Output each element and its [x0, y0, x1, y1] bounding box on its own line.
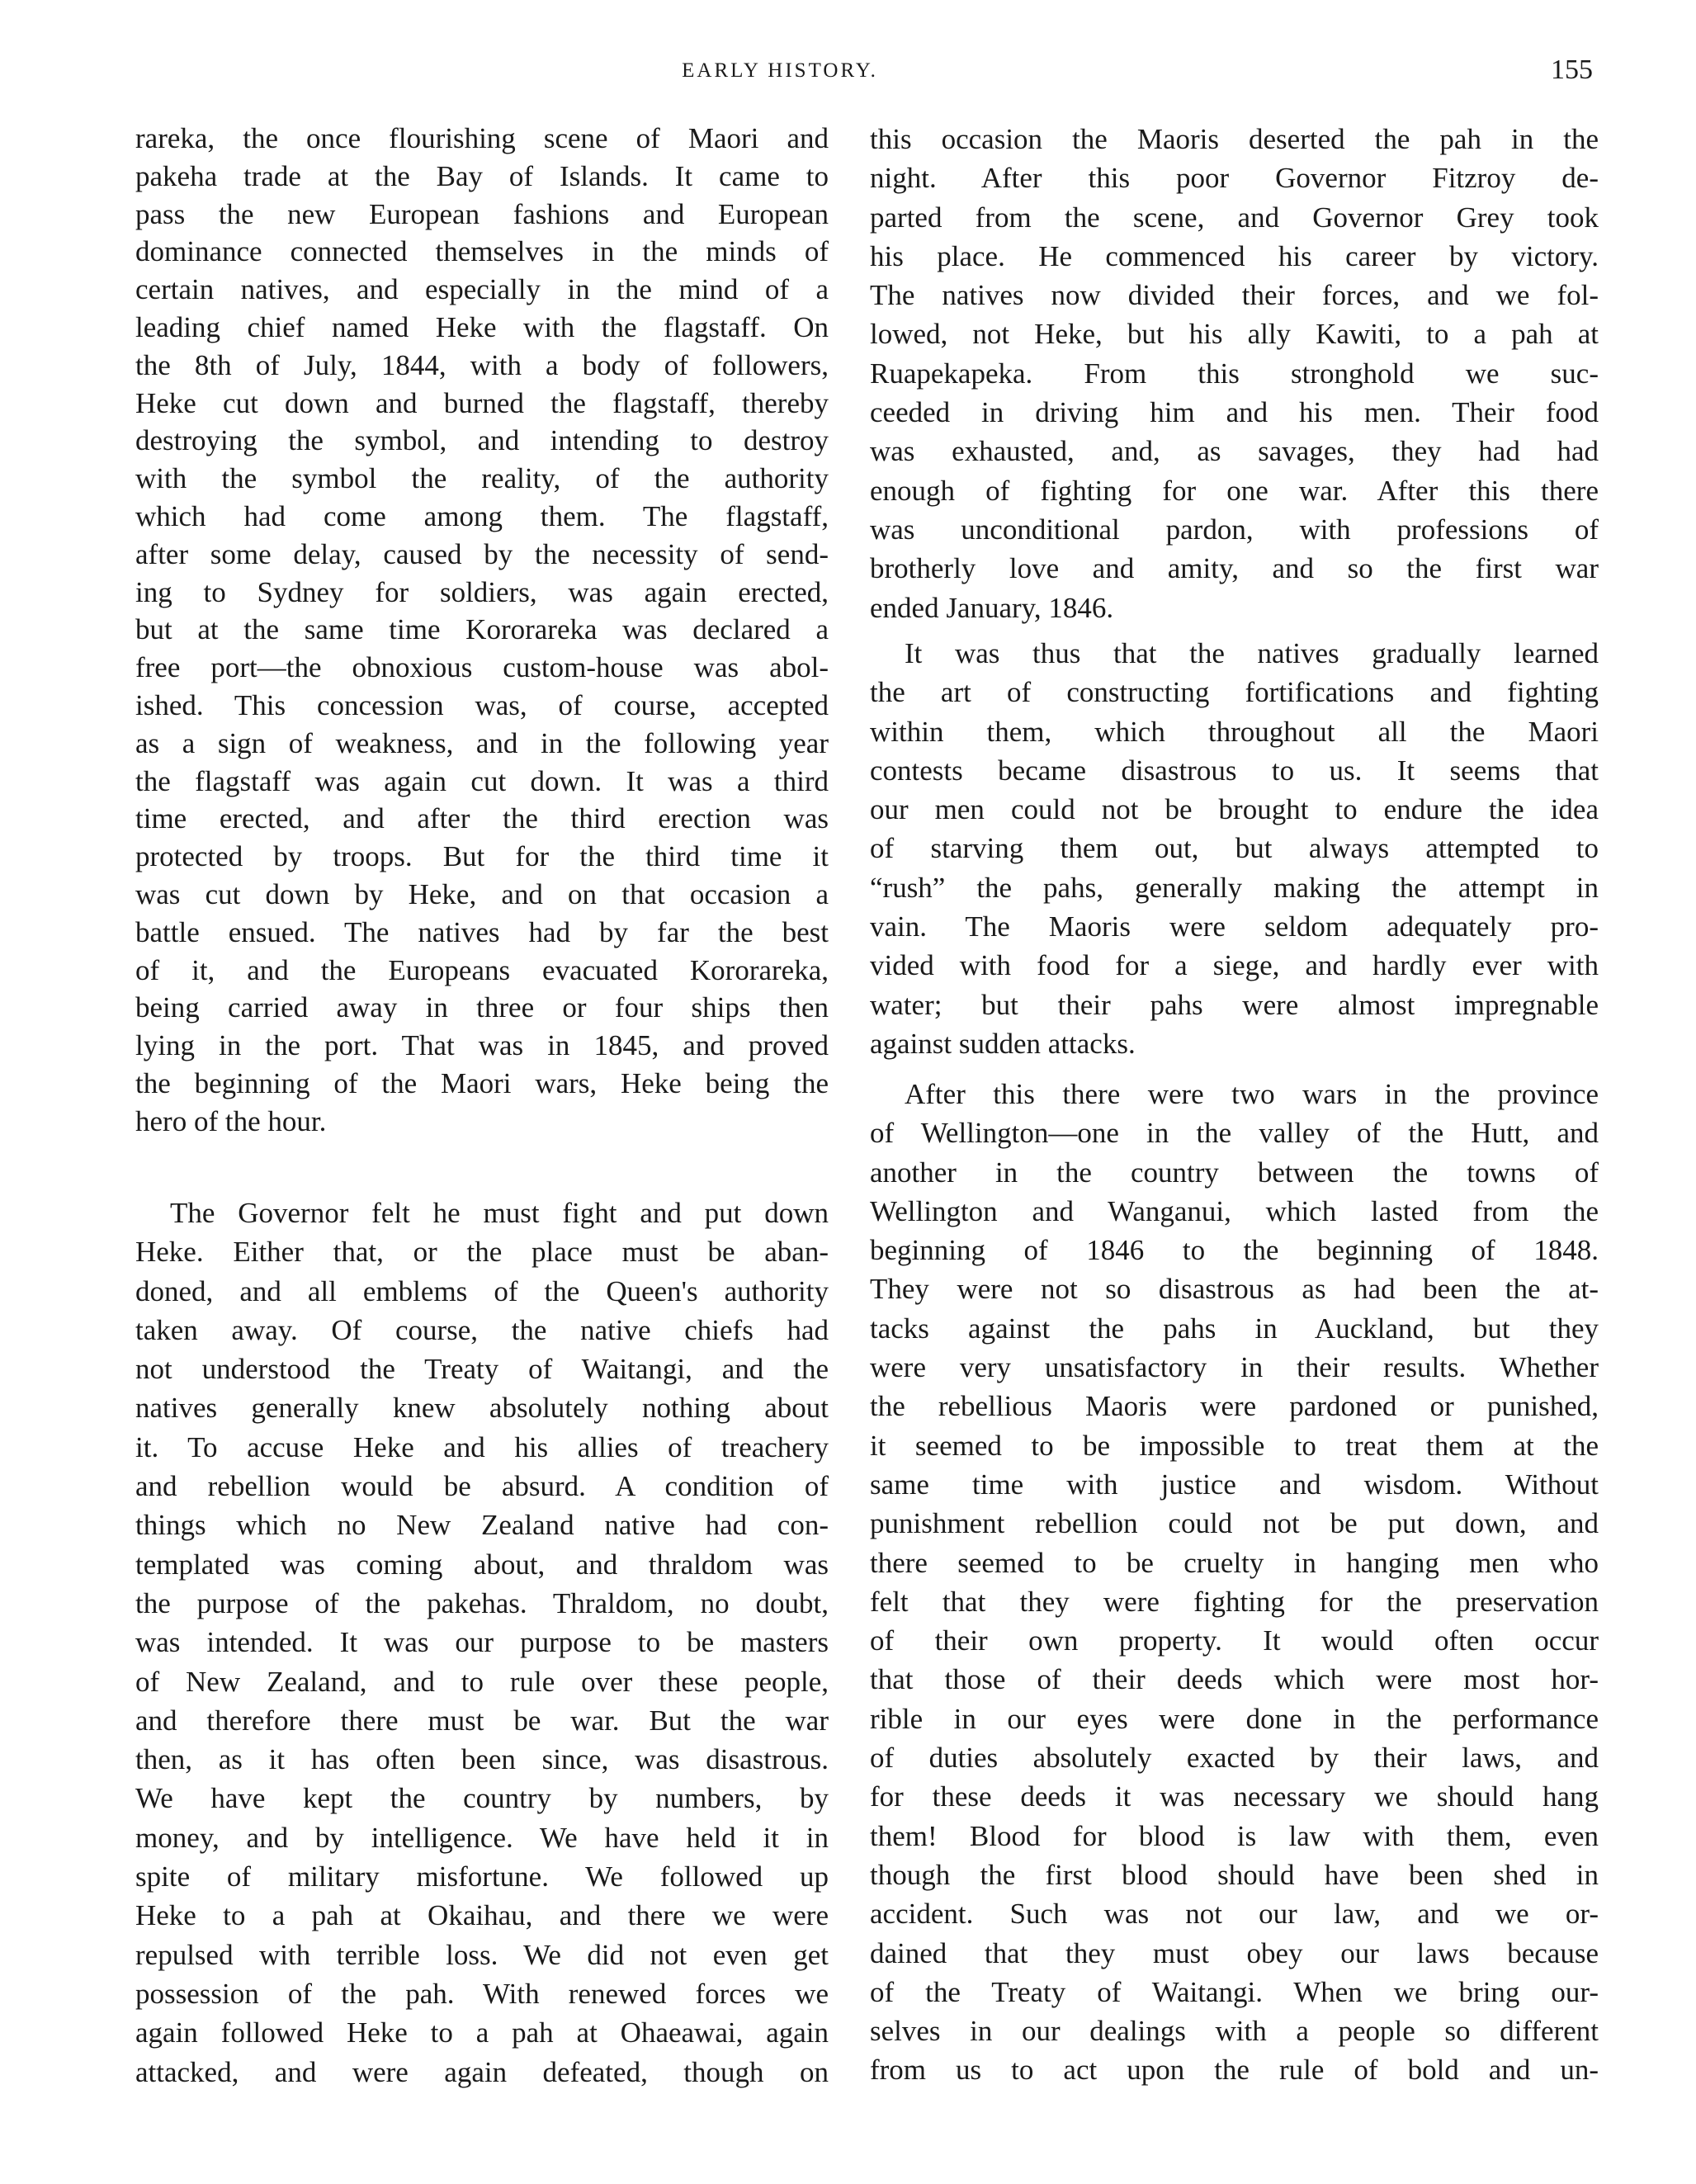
text-line: destroying the symbol, and intending to destroy [135, 424, 829, 457]
paragraph [870, 1075, 1599, 2090]
text-line: ceeded in driving him and his men. Their food [870, 396, 1599, 429]
text-line: ished. This concession was, of course, accepted [135, 688, 829, 721]
text-line: against sudden attacks. [870, 1027, 1136, 1060]
text-line: vided with food for a siege, and hardly ever with [870, 949, 1599, 982]
text-line: leading chief named Heke with the flagstaff. On [135, 310, 829, 343]
text-line: being carried away in three or four ships then [135, 991, 829, 1024]
text-line: templated was coming about, and thraldom was [135, 1548, 829, 1581]
text-line: then, as it has often been since, was disastrous. [135, 1743, 829, 1776]
text-line: of their own property. It would often occur [870, 1624, 1599, 1657]
paragraph [870, 120, 1599, 627]
text-line: of duties absolutely exacted by their laws, and [870, 1742, 1599, 1775]
text-line: and therefore there must be war. But the war [135, 1704, 829, 1737]
text-line: Wellington and Wanganui, which lasted from the [870, 1194, 1599, 1227]
text-line: night. After this poor Governor Fitzroy de- [870, 162, 1599, 195]
text-line: beginning of 1846 to the beginning of 1848. [870, 1234, 1599, 1267]
text-line: things which no New Zealand native had con- [135, 1509, 829, 1542]
text-line: pakeha trade at the Bay of Islands. It came to [135, 159, 829, 192]
text-line: ended January, 1846. [870, 591, 1114, 624]
text-line: there seemed to be cruelty in hanging men who [870, 1546, 1599, 1579]
text-line: money, and by intelligence. We have held it in [135, 1821, 829, 1854]
text-line: taken away. Of course, the native chiefs had [135, 1313, 829, 1346]
text-line: After this there were two wars in the province [905, 1078, 1599, 1110]
text-line: which had come among them. The flagstaff, [135, 499, 829, 532]
paragraph [135, 1194, 829, 2092]
text-line: Heke cut down and burned the flagstaff, thereby [135, 386, 829, 419]
text-line: battle ensued. The natives had by far the best [135, 915, 829, 948]
text-line: it seemed to be impossible to treat them at the [870, 1429, 1599, 1462]
text-line: his place. He commenced his career by victory. [870, 239, 1599, 272]
text-line: doned, and all emblems of the Queen's authority [135, 1274, 829, 1307]
text-line: it. To accuse Heke and his allies of treachery [135, 1430, 829, 1463]
text-line: parted from the scene, and Governor Grey took [870, 201, 1599, 234]
text-line: vain. The Maoris were seldom adequately pro- [870, 910, 1599, 943]
text-line: brotherly love and amity, and so the first war [870, 552, 1599, 585]
paragraph [870, 634, 1599, 1063]
text-line: selves in our dealings with a people so different [870, 2015, 1599, 2048]
text-line: of Wellington—one in the valley of the Hutt, and [870, 1117, 1599, 1150]
text-line: this occasion the Maoris deserted the pah in the [870, 123, 1599, 155]
text-line: rible in our eyes were done in the performance [870, 1702, 1599, 1735]
running-head: EARLY HISTORY. [682, 59, 878, 82]
text-line: but at the same time Kororareka was declared a [135, 613, 829, 646]
text-line: for these deeds it was necessary we should hang [870, 1780, 1599, 1813]
text-line: lying in the port. That was in 1845, and proved [135, 1029, 829, 1062]
text-line: of New Zealand, and to rule over these people, [135, 1665, 829, 1698]
text-line: water; but their pahs were almost impregnable [870, 988, 1599, 1021]
text-line: “rush” the pahs, generally making the attempt in [870, 871, 1599, 904]
text-line: time erected, and after the third erection was [135, 802, 829, 835]
text-line: again followed Heke to a pah at Ohaeawai, again [135, 2016, 829, 2049]
text-line: that those of their deeds which were most hor- [870, 1663, 1599, 1696]
text-line: were very unsatisfactory in their results. Whether [870, 1351, 1599, 1384]
text-line: the art of constructing fortifications and fighting [870, 676, 1599, 709]
text-line: was exhausted, and, as savages, they had had [870, 435, 1599, 468]
text-line: the rebellious Maoris were pardoned or punished, [870, 1390, 1599, 1423]
text-line: The Governor felt he must fight and put down [170, 1197, 829, 1229]
text-line: enough of fighting for one war. After this there [870, 474, 1599, 507]
text-line: felt that they were fighting for the preservation [870, 1585, 1599, 1618]
text-line: contests became disastrous to us. It seems that [870, 754, 1599, 787]
text-line: of starving them out, but always attempted to [870, 832, 1599, 865]
text-line: Heke to a pah at Okaihau, and there we were [135, 1899, 829, 1932]
text-line: dained that they must obey our laws because [870, 1936, 1599, 1969]
text-line: free port—the obnoxious custom-house was abol- [135, 651, 829, 684]
text-line: of the Treaty of Waitangi. When we bring our- [870, 1975, 1599, 2008]
text-line: attacked, and were again defeated, though on [135, 2055, 829, 2088]
text-line: It was thus that the natives gradually learned [905, 637, 1599, 669]
text-line: Ruapekapeka. From this stronghold we suc- [870, 357, 1599, 390]
text-line: of it, and the Europeans evacuated Kororareka, [135, 953, 829, 986]
text-line: hero of the hour. [135, 1104, 327, 1137]
text-line: ing to Sydney for soldiers, was again erected, [135, 575, 829, 608]
text-line: our men could not be brought to endure the idea [870, 793, 1599, 826]
text-line: natives generally knew absolutely nothing about [135, 1392, 829, 1425]
text-line: They were not so disastrous as had been the at- [870, 1273, 1599, 1306]
text-line: rareka, the once flourishing scene of Maori and [135, 122, 829, 154]
text-line: Heke. Either that, or the place must be aban- [135, 1236, 829, 1269]
page-number: 155 [1551, 54, 1593, 85]
text-line: certain natives, and especially in the mind of a [135, 273, 829, 306]
text-line: possession of the pah. With renewed forces we [135, 1977, 829, 2010]
paragraph [135, 120, 829, 1141]
text-line: The natives now divided their forces, and we fol- [870, 279, 1599, 312]
text-line: as a sign of weakness, and in the following year [135, 726, 829, 759]
text-line: same time with justice and wisdom. Without [870, 1468, 1599, 1501]
text-line: punishment rebellion could not be put down, and [870, 1507, 1599, 1540]
text-line: from us to act upon the rule of bold and un- [870, 2054, 1599, 2087]
text-line: was intended. It was our purpose to be masters [135, 1626, 829, 1659]
text-line: after some delay, caused by the necessity of send- [135, 537, 829, 570]
text-line: the 8th of July, 1844, with a body of followers, [135, 348, 829, 381]
text-line: dominance connected themselves in the minds of [135, 235, 829, 268]
text-line: with the symbol the reality, of the authority [135, 462, 829, 495]
text-line: the beginning of the Maori wars, Heke being the [135, 1066, 829, 1099]
text-line: though the first blood should have been shed in [870, 1858, 1599, 1891]
text-line: lowed, not Heke, but his ally Kawiti, to a pah at [870, 318, 1599, 351]
text-line: accident. Such was not our law, and we or- [870, 1898, 1599, 1931]
text-line: the flagstaff was again cut down. It was a third [135, 764, 829, 797]
text-line: within them, which throughout all the Maori [870, 715, 1599, 748]
text-line: repulsed with terrible loss. We did not even get [135, 1938, 829, 1971]
text-line: another in the country between the towns of [870, 1156, 1599, 1189]
text-line: was cut down by Heke, and on that occasion a [135, 877, 829, 910]
text-line: not understood the Treaty of Waitangi, and the [135, 1353, 829, 1386]
text-line: pass the new European fashions and European [135, 197, 829, 230]
text-line: tacks against the pahs in Auckland, but they [870, 1312, 1599, 1345]
text-line: protected by troops. But for the third time it [135, 840, 829, 873]
text-line: spite of military misfortune. We followed up [135, 1860, 829, 1893]
text-line: the purpose of the pakehas. Thraldom, no doubt, [135, 1586, 829, 1619]
text-line: and rebellion would be absurd. A condition of [135, 1470, 829, 1503]
text-line: We have kept the country by numbers, by [135, 1782, 829, 1815]
text-line: was unconditional pardon, with professions of [870, 513, 1599, 546]
text-line: them! Blood for blood is law with them, even [870, 1819, 1599, 1852]
